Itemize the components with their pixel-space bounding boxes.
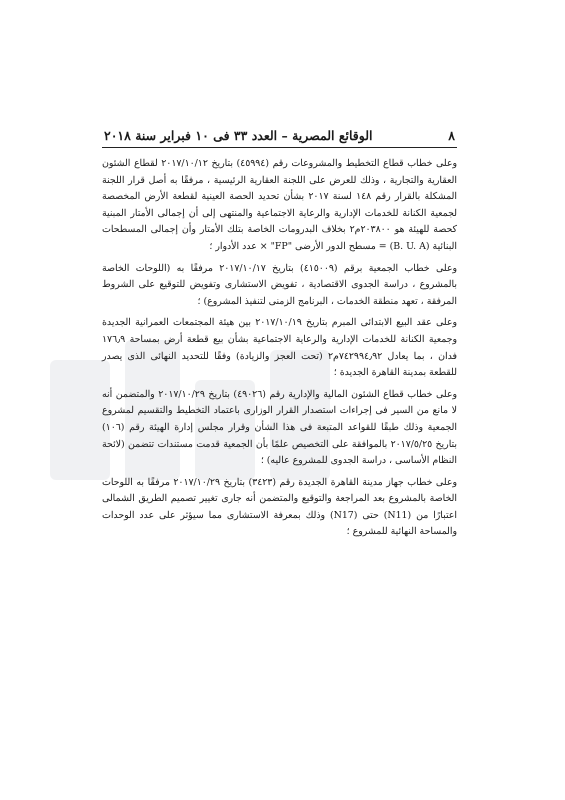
document-body — [102, 156, 457, 541]
gazette-title: الوقائع المصرية – العدد ٣٣ فى ١٠ فبراير سنة ٢٠١٨ — [104, 128, 373, 143]
paragraph-association-letter: وعلى خطاب الجمعية برقم (٤١٥٠٠٩) بتاريخ ٢٠١٧/١٠/١٧ مرفقًا به (اللوحات الخاصة بالمشروع ، دراسة الجدوى الاقتصادية ، تفويض الاستشارى وتفويض للتوقيع على الشروط المرفقة ، تعهد منطقة الخدمات ، البرنامج الزمنى لتنفيذ المشروع) ؛ — [102, 262, 457, 307]
document-page — [102, 128, 457, 546]
header-divider — [102, 147, 457, 148]
page-number: ٨ — [448, 128, 455, 143]
paragraph-finance-letter: وعلى خطاب قطاع الشئون المالية والإدارية رقم (٤٩٠٢٦) بتاريخ ٢٠١٧/١٠/٢٩ والمتضمن أنه لا مانع من السير فى إجراءات استصدار القرار الوزارى باعتماد التخطيط والتقسيم لمشروع الجمعية وذلك طبقًا للقواعد المتبعة فى هذا الشأن وقرار مجلس إدارة الهيئة رقم (١٠٦) بتاريخ ٢٠١٧/٥/٢٥ بالموافقة على التخصيص علمًا بأن الجمعية قدمت مستندات تتضمن (لائحة النظام الأساسى ، دراسة الجدوى للمشروع عاليه) ؛ — [102, 388, 457, 467]
paragraph-sale-contract: وعلى عقد البيع الابتدائى المبرم بتاريخ ٢٠١٧/١٠/١٩ بين هيئة المجتمعات العمرانية الجديدة وجمعية الكنانة للخدمات الإدارية والرعاية الاجتماعية بشأن بيع قطعة أرض بمساحة ١٧٦٫٩ فدان ، بما يعادل ٧٤٢٩٩٤٫٩٢م٢ (تحت العجز والزيادة) وفقًا للتحديد النهائى الذى يصدر للقطعة بمدينة القاهرة الجديدة ؛ — [102, 317, 457, 379]
paragraph-planning-letter: وعلى خطاب قطاع التخطيط والمشروعات رقم (٤٥٩٩٤) بتاريخ ٢٠١٧/١٠/١٢ لقطاع الشئون العقارية والتجارية ، وذلك للعرض على اللجنة العقارية الرئيسية ، مرفقًا به أصل قرار اللجنة المشكلة بالقرار رقم ١٤٨ لسنة ٢٠١٧ بشأن تحديد الحصة العينية لقطعة الأرض المخصصة لجمعية الكنانة للخدمات الإدارية والرعاية الاجتماعية والمنتهى إلى أن إجمالى الأمتار المبنية كحصة للهيئة هو ٢٠٣٨٠٠م٢ بخلاف البدرومات الخاصة بتلك الأمتار وأن إجمالى المسطحات البنائية (B. U. A) = مسطح الدور الأرضى "FP" × عدد الأدوار ؛ — [102, 158, 457, 252]
paragraph-city-authority-letter: وعلى خطاب جهاز مدينة القاهرة الجديدة رقم (٣٤٢٣) بتاريخ ٢٠١٧/١٠/٢٩ مرفقًا به اللوحات الخاصة بالمشروع بعد المراجعة والتوقيع والمتضمن أنه جارى تغيير تصميم الطريق الشمالى اعتبارًا من (N11) حتى (N17) وذلك بمعرفة الاستشارى مما سيؤثر على عدد الوحدات والمساحة النهائية للمشروع ؛ — [102, 476, 458, 538]
page-header — [102, 128, 457, 147]
